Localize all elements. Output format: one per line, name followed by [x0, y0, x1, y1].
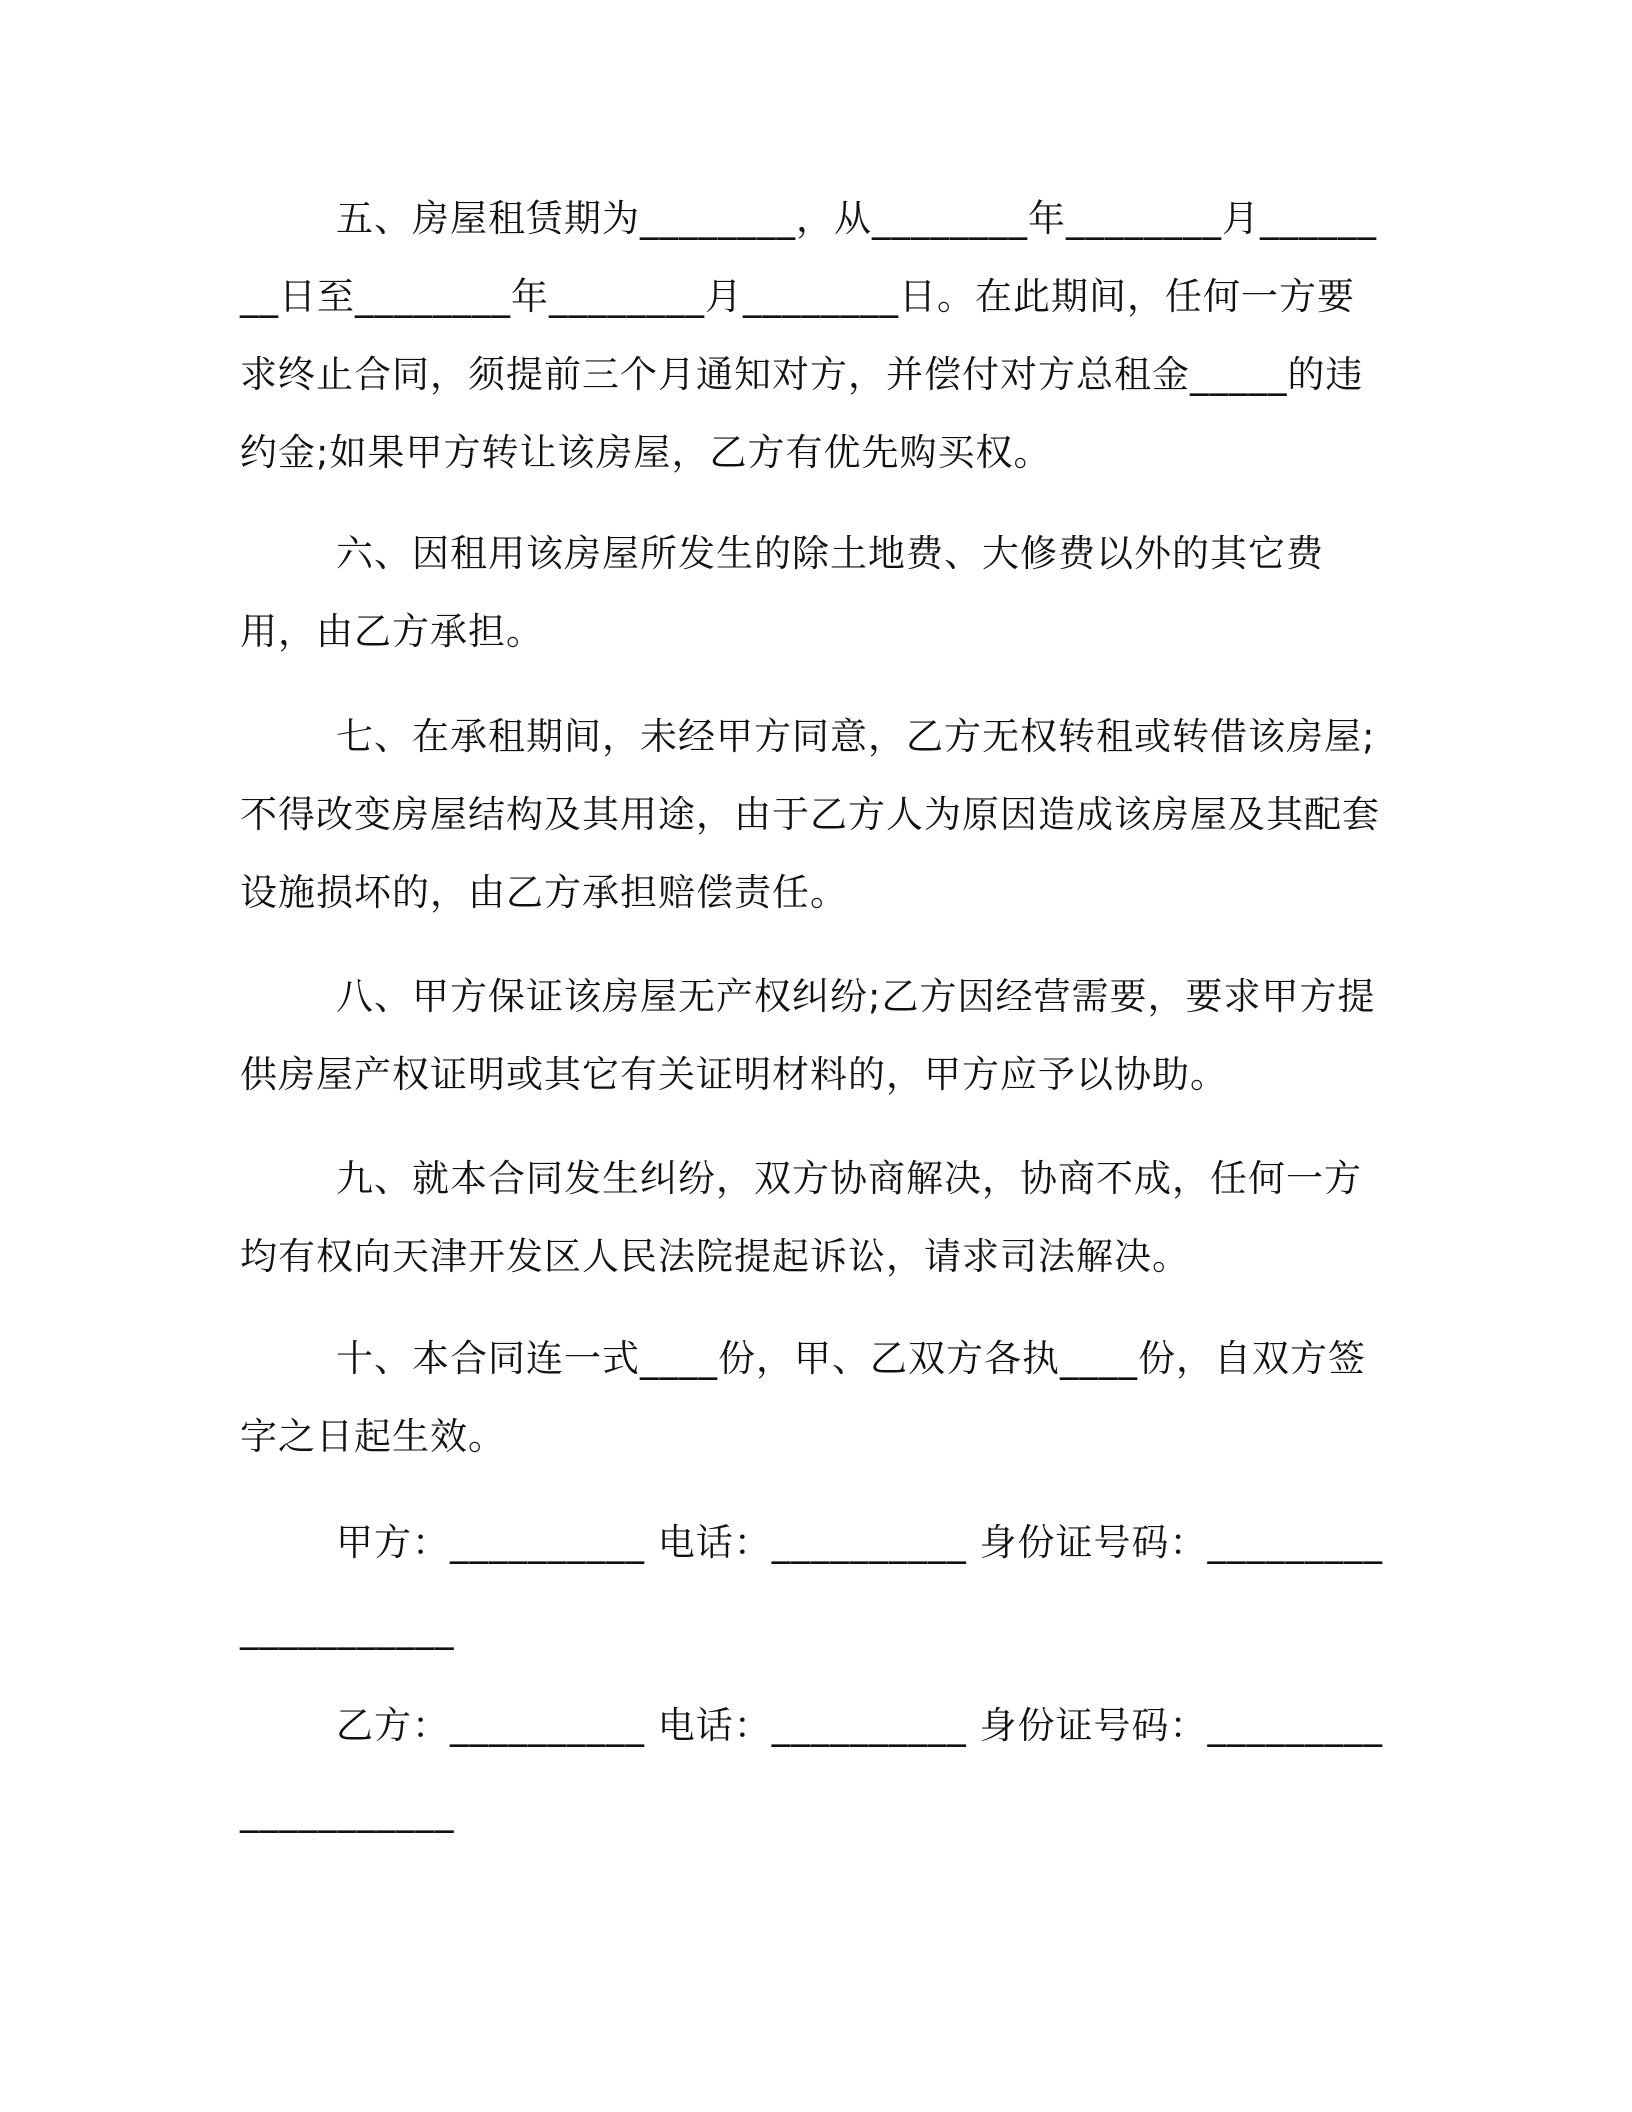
- signature-party-a: 甲方：__________ 电话：__________ 身份证号码：____________________: [240, 1521, 1384, 1650]
- clause-9-disputes: 九、就本合同发生纠纷，双方协商解决，协商不成，任何一方均有权向天津开发区人民法院提起诉讼，请求司法解决。: [240, 1157, 1362, 1278]
- clause-8-property-rights: 八、甲方保证该房屋无产权纠纷;乙方因经营需要，要求甲方提供房屋产权证明或其它有关证明材料的，甲方应予以协助。: [240, 975, 1376, 1096]
- clause-7-sublease: 七、在承租期间，未经甲方同意，乙方无权转租或转借该房屋;不得改变房屋结构及其用途，由于乙方人为原因造成该房屋及其配套设施损坏的，由乙方承担赔偿责任。: [240, 715, 1380, 914]
- clause-5-lease-term: 五、房屋租赁期为________，从________年________月________日至________年________月________日。在此期间，任何一方要求终止合同，须提前三个月通知对方，并偿付对方总租金_____的违约金;如果甲方转让该房屋，乙方有优先购买权。: [240, 197, 1377, 474]
- signature-party-b: 乙方：__________ 电话：__________ 身份证号码：____________________: [240, 1704, 1384, 1833]
- clause-10-copies: 十、本合同连一式____份，甲、乙双方各执____份，自双方签字之日起生效。: [240, 1337, 1366, 1458]
- clause-6-fees: 六、因租用该房屋所发生的除土地费、大修费以外的其它费用，由乙方承担。: [240, 532, 1324, 653]
